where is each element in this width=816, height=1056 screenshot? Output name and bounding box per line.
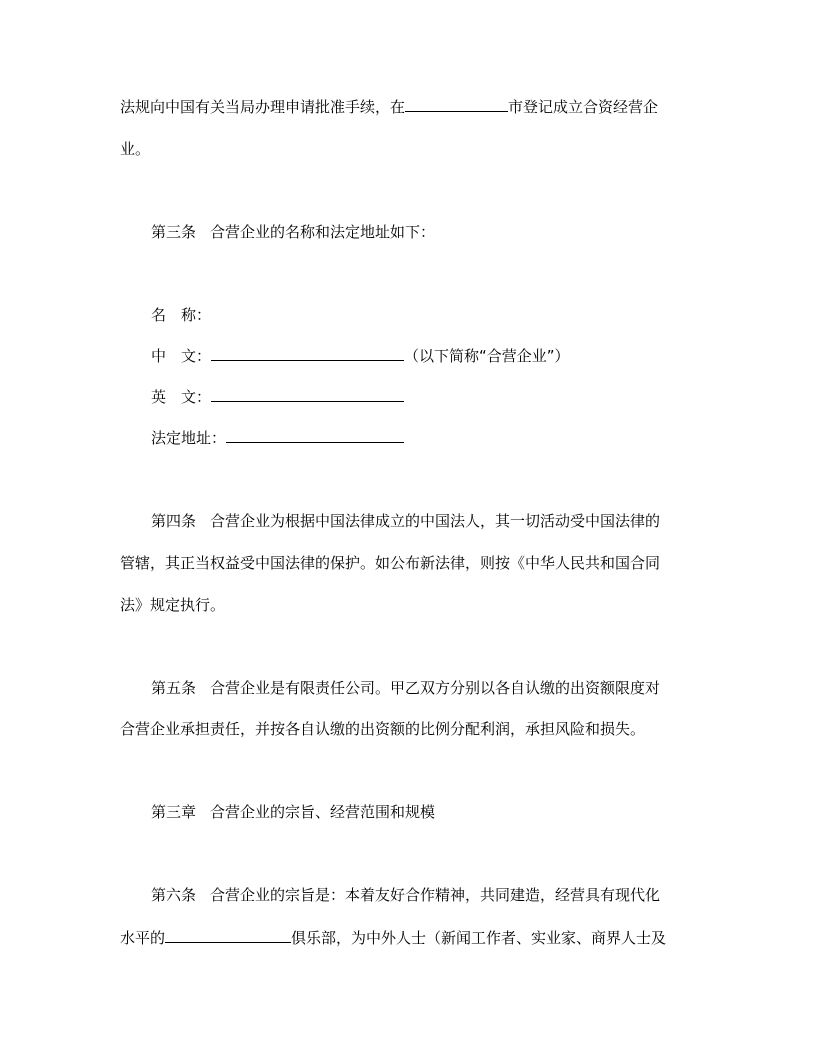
- blank-city-field[interactable]: [405, 97, 508, 112]
- article-number: 第三条: [151, 223, 197, 241]
- chapter-title: 合营企业的宗旨、经营范围和规模: [210, 803, 436, 821]
- english-label: 英 文：: [151, 388, 212, 406]
- name-label-line: [151, 305, 211, 325]
- chapter-number: 第三章: [151, 803, 197, 821]
- text: 业。: [120, 140, 151, 158]
- article-number: 第四条: [151, 512, 197, 530]
- paragraph-line: [120, 97, 658, 117]
- chapter-3-heading: [151, 802, 435, 822]
- text: 法规向中国有关当局办理申请批准手续，在: [120, 98, 406, 116]
- text: 市登记成立合资经营企: [508, 98, 659, 116]
- article-number: 第五条: [151, 679, 197, 697]
- article-3-heading: [151, 222, 435, 242]
- article-4-line-3: [120, 595, 225, 615]
- chinese-name-line: [151, 346, 570, 366]
- article-5-line-1: [151, 678, 660, 698]
- article-text: 水平的: [120, 929, 166, 947]
- article-6-line-1: [151, 885, 660, 905]
- address-line: [151, 428, 404, 448]
- chinese-suffix: （以下简称“合营企业”）: [404, 347, 570, 365]
- name-label: 名 称：: [151, 306, 212, 324]
- paragraph-line: [120, 139, 150, 159]
- article-6-line-2: [120, 928, 666, 948]
- chinese-name-field[interactable]: [211, 346, 404, 361]
- english-name-line: [151, 387, 404, 407]
- chinese-label: 中 文：: [151, 347, 212, 365]
- address-label: 法定地址：: [151, 429, 227, 447]
- article-5-line-2: [120, 719, 645, 739]
- article-number: 第六条: [151, 886, 197, 904]
- article-text: 法》规定执行。: [120, 596, 226, 614]
- article-text: 合营企业承担责任，并按各自认缴的出资额的比例分配利润，承担风险和损失。: [120, 720, 646, 738]
- article-4-line-1: [151, 511, 660, 531]
- address-field[interactable]: [226, 428, 404, 443]
- article-text: 合营企业是有限责任公司。甲乙双方分别以各自认缴的出资额限度对: [210, 679, 661, 697]
- article-text: 合营企业的宗旨是：本着友好合作精神，共同建造，经营具有现代化: [210, 886, 661, 904]
- club-name-field[interactable]: [165, 928, 291, 943]
- article-4-line-2: [120, 553, 660, 573]
- article-text: 俱乐部，为中外人士（新闻工作者、实业家、商界人士及: [291, 929, 667, 947]
- article-text: 合营企业的名称和法定地址如下：: [210, 223, 436, 241]
- article-text: 管辖，其正当权益受中国法律的保护。如公布新法律，则按《中华人民共和国合同: [120, 554, 661, 572]
- english-name-field[interactable]: [211, 387, 404, 402]
- article-text: 合营企业为根据中国法律成立的中国法人，其一切活动受中国法律的: [210, 512, 661, 530]
